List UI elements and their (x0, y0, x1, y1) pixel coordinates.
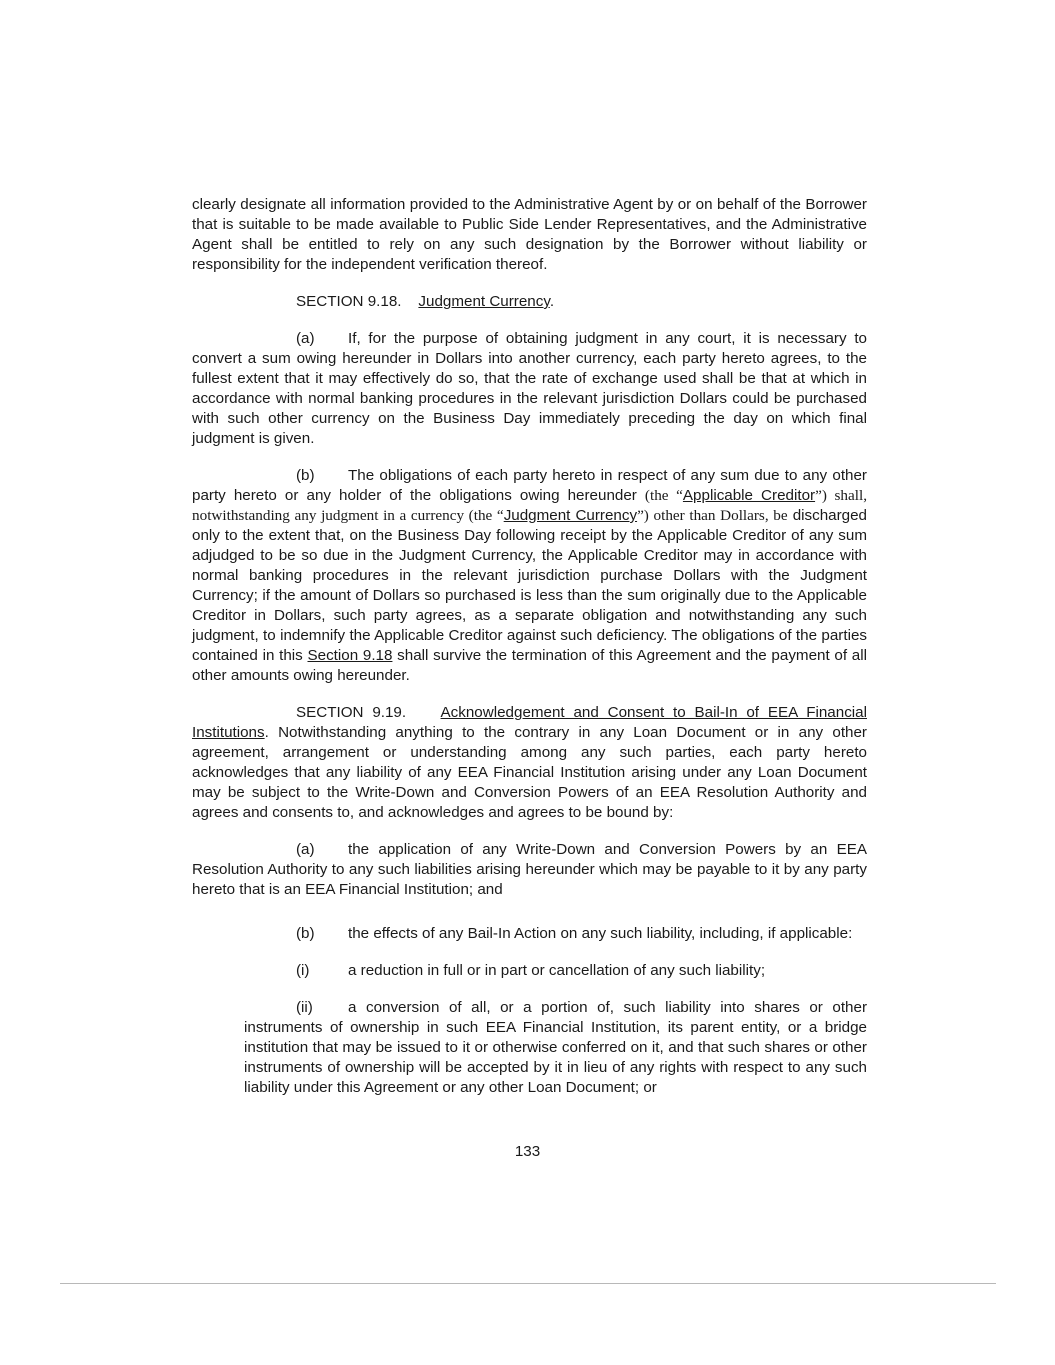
section-9-19-a-paragraph (192, 840, 867, 900)
intro-paragraph: clearly designate all information provided to the Administrative Agent by or on behalf of the Borrower that is suitable to be made available to Public Side Lender Representatives, and the Administrative Agent shall be entitled to rely on any such designation by the Borrower without liability or responsibility for the independent verification thereof. (192, 196, 867, 273)
section-9-19-b-text: the effects of any Bail-In Action on any such liability, including, if applicable: (348, 925, 853, 942)
section-9-19-i-label: (i) (296, 962, 310, 979)
section-9-18-b-text-2: (the “ (644, 487, 683, 504)
section-9-18-reference-link[interactable]: Section 9.18 (307, 647, 393, 664)
section-9-18-title: Judgment Currency (418, 293, 550, 310)
section-9-19-i-paragraph (192, 961, 867, 981)
section-9-19-title: Acknowledgement and Consent to Bail-In of EEA Financial Institutions (192, 704, 867, 741)
section-9-18-number: SECTION 9.18. (296, 293, 402, 310)
section-9-19-b-paragraph (192, 924, 867, 944)
section-9-18-b-text-3: ”) shall, notwithstanding any judgment in a currency (the “ (192, 487, 867, 524)
section-9-19-ii-label: (ii) (296, 999, 313, 1016)
section-9-19-b-label: (b) (296, 925, 315, 942)
section-9-18-a-paragraph (192, 329, 867, 449)
section-9-18-b-text-6: shall survive the termination of this Agreement and the payment of all other amounts owing hereunder. (192, 647, 867, 684)
page-body (192, 195, 867, 1098)
applicable-creditor-term: Applicable Creditor (682, 487, 816, 504)
section-9-19-ii-text: a conversion of all, or a portion of, such liability into shares or other instruments of ownership in such EEA Financial Institution, its parent entity, or a bridge institution that may be issued to it or otherwise conferred on it, and that such shares or other instruments of ownership will be accepted by it in lieu of any rights with respect to any such liability under this Agreement or any other Loan Document; or (244, 999, 867, 1096)
section-9-18-b-text-1: The obligations of each party hereto in respect of any sum due to any other party hereto or any holder of the obligations owing hereunder (192, 467, 867, 504)
section-9-18-b-text-4: ”) other than Dollars, be (637, 507, 788, 524)
section-9-18-b-text-5: discharged only to the extent that, on the Business Day following receipt by the Applicable Creditor of any sum adjudged to be so due in the Judgment Currency, the Applicable Creditor may in accordance with normal banking procedures in the relevant jurisdiction purchase Dollars with the Judgment Currency; if the amount of Dollars so purchased is less than the sum originally due to the Applicable Creditor in Dollars, such party agrees, as a separate obligation and notwithstanding any such judgment, to indemnify the Applicable Creditor against such deficiency. The obligations of the parties contained in this (192, 507, 867, 664)
page-number: 133 (514, 1143, 541, 1160)
section-9-18-b-label: (b) (296, 467, 315, 484)
section-9-19-number: SECTION 9.19. (296, 704, 407, 721)
page-divider (60, 1283, 996, 1284)
judgment-currency-term: Judgment Currency (503, 507, 638, 524)
section-9-19-a-label: (a) (296, 841, 315, 858)
section-9-19-i-text: a reduction in full or in part or cancellation of any such liability; (348, 962, 766, 979)
section-9-18-b-paragraph (192, 466, 867, 686)
section-9-18-heading: SECTION 9.18. Judgment Currency. (296, 293, 555, 310)
section-9-19-paragraph (192, 703, 867, 823)
section-9-19-ii-paragraph (192, 998, 867, 1098)
section-9-18-a-text: If, for the purpose of obtaining judgment in any court, it is necessary to convert a sum owing hereunder in Dollars into another currency, each party hereto agrees, to the fullest extent that it may effectively do so, that the rate of exchange used shall be that at which in accordance with normal banking procedures in the relevant jurisdiction Dollars could be purchased with such other currency on the Business Day immediately preceding the day on which final judgment is given. (192, 330, 867, 447)
section-9-19-text: . Notwithstanding anything to the contrary in any Loan Document or in any other agreement, arrangement or understanding among any such parties, each party hereto acknowledges that any liability of any EEA Financial Institution arising under any Loan Document may be subject to the Write-Down and Conversion Powers of an EEA Resolution Authority and agrees and consents to, and acknowledges and agrees to be bound by: (192, 724, 867, 821)
section-9-18-a-label: (a) (296, 330, 315, 347)
section-9-19-a-text: the application of any Write-Down and Conversion Powers by an EEA Resolution Authority to any such liabilities arising hereunder which may be payable to it by any party hereto that is an EEA Financial Institution; and (192, 841, 867, 898)
